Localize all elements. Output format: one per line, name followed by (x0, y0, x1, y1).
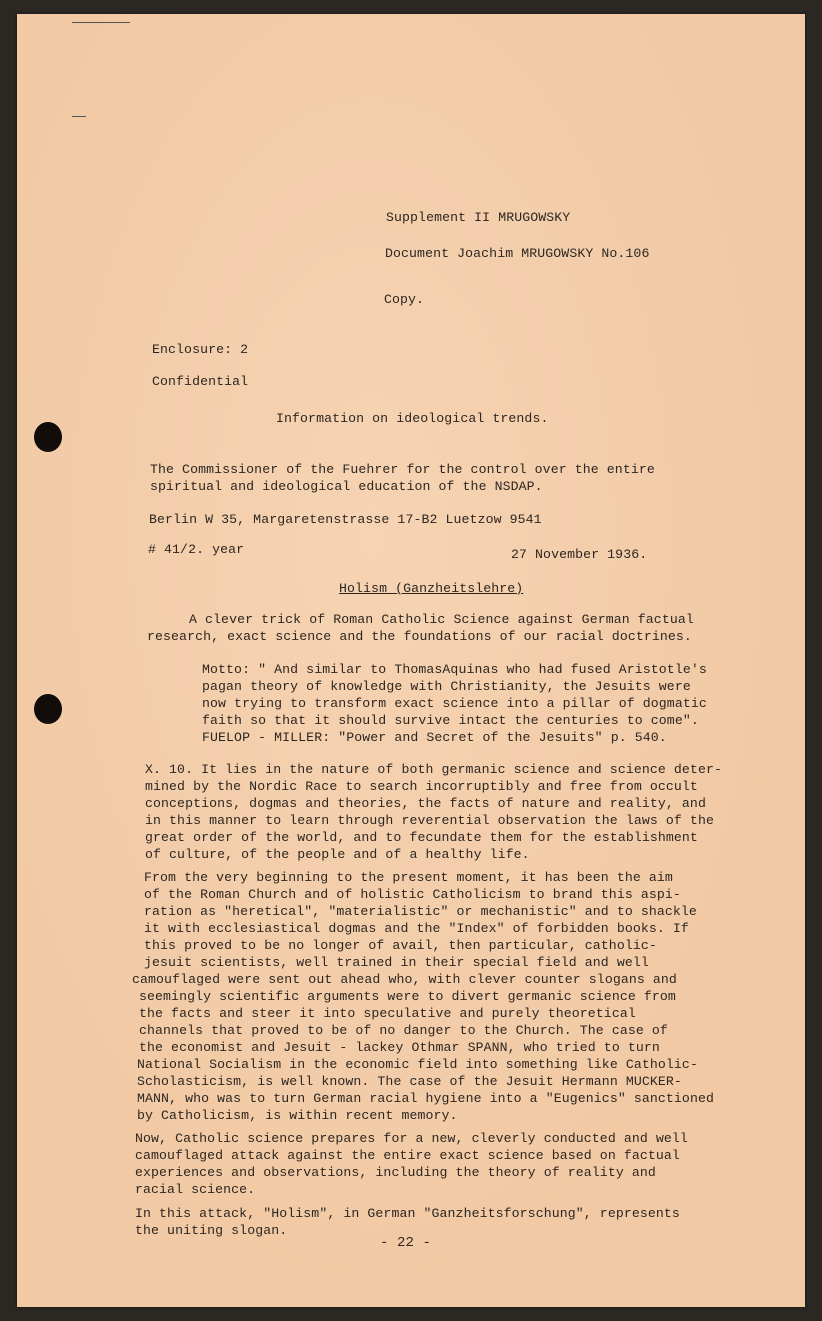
body-line: racial science. (135, 1182, 256, 1197)
motto-citation: FUELOP - MILLER: "Power and Secret of the Jesuits" p. 540. (202, 730, 667, 745)
body-line: of culture, of the people and of a healthy life. (145, 847, 530, 862)
copy-label: Copy. (384, 292, 425, 307)
motto-line: Motto: " And similar to ThomasAquinas who had fused Aristotle's (202, 662, 707, 677)
body-line: camouflaged were sent out ahead who, with clever counter slogans and (132, 972, 677, 987)
punch-hole (34, 422, 62, 452)
reference-number: # 41/2. year (148, 542, 245, 557)
sender-line: spiritual and ideological education of the NSDAP. (150, 479, 543, 494)
body-line: ration as "heretical", "materialistic" or mechanistic" and to shackle (144, 904, 697, 919)
body-line: mined by the Nordic Race to search incorruptibly and free from occult (145, 779, 698, 794)
body-line: the uniting slogan. (135, 1223, 288, 1238)
body-line: this proved to be no longer of avail, then particular, catholic- (144, 938, 657, 953)
document-title: Holism (Ganzheitslehre) (339, 581, 524, 596)
body-line: Scholasticism, is well known. The case of the Jesuit Hermann MUCKER- (137, 1074, 682, 1089)
document-date: 27 November 1936. (511, 547, 648, 562)
intro-line: A clever trick of Roman Catholic Science against German factual (189, 612, 694, 627)
body-line: National Socialism in the economic field into something like Catholic- (137, 1057, 698, 1072)
body-line: In this attack, "Holism", in German "Ganzheitsforschung", represents (135, 1206, 680, 1221)
body-line: camouflaged attack against the entire exact science based on factual (135, 1148, 680, 1163)
address-line: Berlin W 35, Margaretenstrasse 17-B2 Luetzow 9541 (149, 512, 542, 527)
body-line: jesuit scientists, well trained in their special field and well (144, 955, 649, 970)
margin-mark (72, 116, 86, 117)
body-line: of the Roman Church and of holistic Catholicism to brand this aspi- (144, 887, 681, 902)
body-line: Now, Catholic science prepares for a new, cleverly conducted and well (135, 1131, 688, 1146)
supplement-line: Supplement II MRUGOWSKY (386, 210, 571, 225)
confidential-label: Confidential (152, 374, 249, 389)
motto-line: pagan theory of knowledge with Christianity, the Jesuits were (202, 679, 691, 694)
motto-line: now trying to transform exact science into a pillar of dogmatic (202, 696, 707, 711)
margin-mark (72, 22, 130, 23)
body-line: From the very beginning to the present moment, it has been the aim (144, 870, 673, 885)
intro-line: research, exact science and the foundations of our racial doctrines. (147, 629, 692, 644)
punch-hole (34, 694, 62, 724)
page-number: - 22 - (380, 1235, 432, 1251)
enclosure-label: Enclosure: 2 (152, 342, 249, 357)
body-line: seemingly scientific arguments were to divert germanic science from (139, 989, 676, 1004)
body-line: the facts and steer it into speculative and purely theoretical (139, 1006, 636, 1021)
document-line: Document Joachim MRUGOWSKY No.106 (385, 246, 650, 261)
body-line: the economist and Jesuit - lackey Othmar SPANN, who tried to turn (139, 1040, 660, 1055)
body-line: by Catholicism, is within recent memory. (137, 1108, 458, 1123)
subject-line: Information on ideological trends. (276, 411, 549, 426)
motto-line: faith so that it should survive intact the centuries to come". (202, 713, 699, 728)
body-line: X. 10. It lies in the nature of both germanic science and science deter- (145, 762, 722, 777)
body-line: in this manner to learn through reverential observation the laws of the (145, 813, 714, 828)
body-line: channels that proved to be of no danger to the Church. The case of (139, 1023, 668, 1038)
body-line: great order of the world, and to fecundate them for the establishment (145, 830, 698, 845)
body-line: experiences and observations, including the theory of reality and (135, 1165, 656, 1180)
sender-line: The Commissioner of the Fuehrer for the control over the entire (150, 462, 655, 477)
body-line: MANN, who was to turn German racial hygiene into a "Eugenics" sanctioned (137, 1091, 714, 1106)
body-line: conceptions, dogmas and theories, the facts of nature and reality, and (145, 796, 706, 811)
body-line: it with ecclesiastical dogmas and the "Index" of forbidden books. If (144, 921, 689, 936)
